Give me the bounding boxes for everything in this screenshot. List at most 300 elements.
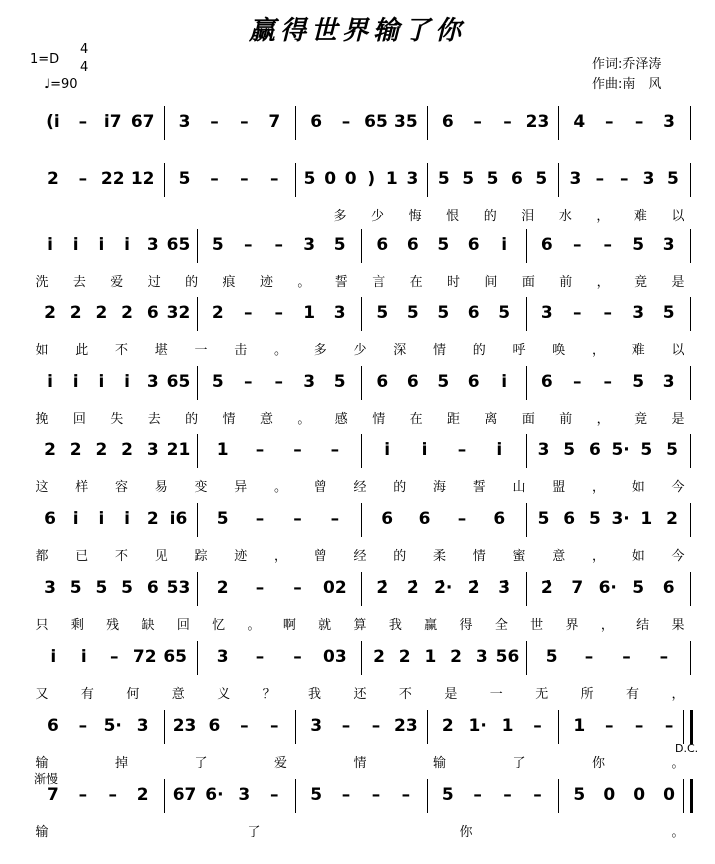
note: i̇ — [47, 235, 53, 255]
note: 3 — [642, 169, 655, 189]
lyric-char: 情 — [222, 412, 236, 427]
notation-line — [0, 293, 715, 333]
note: 2 — [441, 716, 454, 736]
lyric-char: 世 — [530, 618, 544, 633]
barline — [690, 572, 691, 606]
note: i̇ — [72, 509, 79, 529]
time-signature-top: 4 — [80, 42, 89, 57]
note: – — [274, 303, 283, 323]
lyric-char: 赢 — [424, 618, 438, 633]
note: 23 — [172, 716, 197, 736]
barline — [526, 229, 527, 263]
lyric-char: ， — [591, 480, 606, 495]
lyric-char: 深 — [393, 343, 407, 358]
lyric-char: 难 — [631, 343, 645, 358]
note: 2 — [44, 440, 56, 460]
note: 32 — [166, 303, 191, 323]
score-row — [0, 159, 715, 231]
note: – — [110, 647, 119, 667]
note: i̇ — [47, 372, 53, 392]
note: – — [533, 716, 542, 736]
barline — [690, 503, 691, 537]
note: 6 — [406, 235, 419, 255]
note: 6 — [208, 716, 221, 736]
note: 1 — [424, 647, 437, 667]
note: 2 — [666, 509, 678, 529]
barline — [558, 710, 559, 744]
note: – — [330, 440, 340, 460]
lyric-char: 意 — [259, 412, 273, 427]
note: 3 — [662, 372, 675, 392]
note: 65 — [163, 647, 188, 667]
lyric-char: 击 — [234, 343, 248, 358]
lyric-char: 不 — [114, 549, 129, 564]
note: 3 — [146, 372, 159, 392]
lyric-char: 柔 — [432, 549, 447, 564]
note: – — [293, 647, 302, 667]
lyric-char: 恨 — [446, 209, 460, 224]
note: 5 — [662, 303, 675, 323]
note: – — [78, 169, 88, 189]
note: 5· — [103, 716, 122, 736]
note: 2 — [121, 440, 134, 460]
note: 3 — [662, 235, 675, 255]
note: i̇ — [98, 235, 105, 255]
note: i̇ — [124, 509, 131, 529]
note: – — [255, 647, 265, 667]
note: – — [634, 716, 644, 736]
lyric-char: 输 — [432, 756, 447, 771]
note: 5 — [545, 647, 558, 667]
lyric-char: 洗 — [35, 275, 49, 290]
score-row — [0, 637, 715, 709]
lyric-char: 今 — [671, 480, 685, 495]
lyric-char: 在 — [409, 275, 423, 290]
lyric-char: 忆 — [212, 618, 226, 633]
key-signature: 1=D — [30, 52, 60, 67]
barline — [690, 297, 691, 331]
lyric-line — [0, 543, 715, 563]
note: 6 — [441, 112, 454, 132]
barline — [427, 779, 428, 813]
lyric-char: 我 — [388, 618, 402, 633]
lyric-char: 这 — [35, 480, 49, 495]
lyric-char: ， — [600, 618, 614, 633]
note: – — [603, 235, 612, 255]
note: 2̇ — [467, 578, 480, 598]
lyric-char: ？ — [262, 687, 276, 702]
lyric-char: 经 — [353, 480, 367, 495]
barline — [197, 366, 198, 400]
score-row — [0, 568, 715, 640]
notation-line — [0, 775, 715, 815]
lyric-char: 经 — [353, 549, 367, 564]
note: 6 — [493, 509, 506, 529]
barline — [295, 779, 296, 813]
note: 2 — [136, 785, 149, 805]
note: 2̇· — [434, 578, 453, 598]
lyric-char: 一 — [489, 687, 503, 702]
lyric-char: 过 — [147, 275, 161, 290]
lyric-char: 的 — [483, 209, 497, 224]
notation-line — [0, 568, 715, 608]
barline — [427, 106, 428, 140]
note: 1 — [640, 509, 653, 529]
lyric-char: 盟 — [552, 480, 566, 495]
lyric-char: 感 — [334, 412, 348, 427]
note: 5 — [211, 235, 224, 255]
note: 3 — [303, 235, 316, 255]
note: – — [293, 509, 302, 529]
note: – — [210, 112, 219, 132]
note: 2 — [95, 303, 108, 323]
barline — [427, 163, 428, 197]
lyric-char: 一 — [194, 343, 208, 358]
note: 5 — [437, 372, 450, 392]
lyric-line — [0, 406, 715, 426]
barline — [295, 106, 296, 140]
lyric-char: 界 — [565, 618, 579, 633]
note: – — [270, 169, 279, 189]
barline — [690, 641, 691, 675]
barline — [690, 434, 691, 468]
note: – — [634, 112, 644, 132]
lyric-char: 还 — [353, 687, 367, 702]
note: 0 — [663, 785, 675, 805]
lyric-char: 的 — [185, 412, 199, 427]
note: (i̇ — [46, 112, 60, 132]
lyric-char: 间 — [484, 275, 498, 290]
barline — [690, 229, 691, 263]
note: 2 — [44, 303, 56, 323]
lyric-char: 海 — [432, 480, 447, 495]
barline — [526, 434, 527, 468]
barline — [164, 710, 165, 744]
song-title: 赢得世界输了你 — [248, 16, 466, 46]
note: 23 — [525, 112, 550, 132]
note: 5 — [333, 372, 346, 392]
lyric-char: 在 — [409, 412, 423, 427]
lyric-char: 的 — [185, 275, 199, 290]
barline — [197, 641, 198, 675]
barline — [526, 503, 527, 537]
note: – — [78, 785, 88, 805]
note: 5 — [632, 235, 645, 255]
lyric-char: 多 — [333, 209, 347, 224]
note: 1 — [216, 440, 229, 460]
note: i̇ — [496, 440, 503, 460]
note: 5 — [406, 303, 419, 323]
note: 22 — [100, 169, 125, 189]
note: 5 — [376, 303, 389, 323]
lyric-char: 剩 — [70, 618, 84, 633]
note: – — [604, 716, 614, 736]
note: 0 — [633, 785, 646, 805]
lyric-char: 异 — [234, 480, 248, 495]
barline — [295, 710, 296, 744]
note: 5 — [537, 509, 550, 529]
lyric-char: 就 — [318, 618, 332, 633]
note: 65 — [364, 112, 388, 132]
note: 5 — [211, 372, 224, 392]
note: 6 — [146, 303, 159, 323]
note: – — [255, 578, 265, 598]
note: 5 — [563, 440, 576, 460]
note: i̇ — [80, 647, 87, 667]
note: 6 — [310, 112, 323, 132]
note: – — [664, 716, 674, 736]
note: 6 — [146, 578, 159, 598]
lyric-char: 离 — [484, 412, 498, 427]
score-row — [0, 362, 715, 434]
note: 6 — [540, 372, 553, 392]
note: 5 — [441, 785, 454, 805]
lyric-line — [0, 750, 715, 770]
note: 12 — [130, 169, 155, 189]
note: i̇ — [384, 440, 391, 460]
lyric-char: 有 — [626, 687, 640, 702]
lyric-char: 曾 — [313, 549, 327, 564]
note: 5 — [216, 509, 229, 529]
composer-credit: 作曲:南 风 — [592, 77, 662, 92]
lyric-char: 。 — [671, 756, 685, 771]
note: 2̇ — [376, 578, 389, 598]
lyric-char: 意 — [552, 549, 566, 564]
lyric-char: 堪 — [154, 343, 168, 358]
note: 5 — [588, 509, 601, 529]
note: 65 — [166, 372, 191, 392]
note: i̇ — [72, 235, 79, 255]
note: 2 — [47, 169, 59, 189]
barline — [690, 366, 691, 400]
lyric-char: 山 — [512, 480, 526, 495]
note: 3 — [216, 647, 229, 667]
lyric-char: 回 — [176, 618, 190, 633]
note: 2 — [69, 440, 82, 460]
note: 2 — [211, 303, 224, 323]
note: 5 — [69, 578, 82, 598]
note: 3 — [146, 440, 159, 460]
lyric-char: 输 — [35, 825, 49, 840]
note: – — [533, 785, 542, 805]
lyric-char: 。 — [273, 343, 288, 358]
note: 53 — [166, 578, 191, 598]
note: 3 — [44, 578, 56, 598]
lyric-char: 不 — [114, 343, 129, 358]
note: 35 — [394, 112, 418, 132]
lyric-char: 何 — [126, 687, 140, 702]
note: 3 — [537, 440, 550, 460]
note: 23 — [394, 716, 418, 736]
note: – — [244, 303, 253, 323]
barline — [361, 366, 362, 400]
note: 3 — [310, 716, 323, 736]
barline — [164, 779, 165, 813]
note: 1 — [303, 303, 316, 323]
note: 6· — [598, 578, 617, 598]
barline — [427, 710, 428, 744]
lyric-char: 啊 — [282, 618, 296, 633]
note: 3̇ — [498, 578, 511, 598]
note: – — [240, 716, 249, 736]
lyric-line — [0, 681, 715, 701]
lyric-char: 竟 — [634, 275, 648, 290]
note: – — [573, 372, 582, 392]
barline — [690, 106, 691, 140]
lyric-char: 你 — [459, 825, 473, 840]
note: 5 — [95, 578, 108, 598]
note: – — [622, 647, 631, 667]
note: 5· — [611, 440, 630, 460]
lyric-char: 言 — [372, 275, 386, 290]
note: – — [274, 235, 283, 255]
lyric-char: 算 — [353, 618, 367, 633]
lyric-char: 呼 — [512, 343, 526, 358]
note: 7 — [268, 112, 281, 132]
note: 3 — [146, 235, 159, 255]
lyric-char: 义 — [217, 687, 231, 702]
note: – — [341, 112, 351, 132]
note: 5 — [310, 785, 323, 805]
score-row — [0, 293, 715, 365]
note: i̇ — [98, 509, 105, 529]
note: – — [255, 509, 265, 529]
lyric-char: 得 — [459, 618, 473, 633]
note: – — [255, 440, 265, 460]
lyric-char: 如 — [631, 549, 645, 564]
note: – — [619, 169, 629, 189]
lyric-char: ， — [596, 275, 610, 290]
note: 5 — [437, 235, 450, 255]
note: – — [595, 169, 605, 189]
note: 6 — [376, 372, 389, 392]
lyric-char: 爱 — [110, 275, 124, 290]
lyric-char: 以 — [671, 209, 685, 224]
note: – — [371, 716, 381, 736]
lyric-char: 是 — [671, 275, 685, 290]
lyric-char: 去 — [147, 412, 161, 427]
note: – — [604, 112, 614, 132]
note: 3 — [333, 303, 346, 323]
note: 2̇ — [540, 578, 553, 598]
lyric-char: 变 — [194, 480, 208, 495]
lyric-char: 无 — [535, 687, 549, 702]
lyric-char: 不 — [398, 687, 412, 702]
lyric-char: 我 — [308, 687, 322, 702]
note: i̇ — [501, 372, 508, 392]
barline — [558, 779, 559, 813]
lyric-char: ， — [596, 209, 610, 224]
lyric-char: ， — [671, 687, 685, 702]
note: 2 — [373, 647, 385, 667]
lyric-char: 悔 — [408, 209, 422, 224]
note: – — [584, 647, 594, 667]
lyric-char: 。 — [273, 480, 288, 495]
notation-line — [0, 499, 715, 539]
lyric-char: 所 — [580, 687, 594, 702]
notation-line — [0, 637, 715, 677]
note: – — [659, 647, 669, 667]
lyric-char: 的 — [393, 480, 407, 495]
notation-line — [0, 430, 715, 470]
note: 0 — [344, 169, 357, 189]
note: 7 — [47, 785, 59, 805]
note: – — [573, 303, 582, 323]
barline — [197, 229, 198, 263]
lyricist-credit: 作词:乔泽涛 — [592, 57, 662, 72]
lyric-char: 情 — [372, 412, 386, 427]
lyric-char: 结 — [636, 618, 650, 633]
note: 03 — [322, 647, 347, 667]
note: – — [341, 785, 351, 805]
note: 6 — [467, 235, 480, 255]
barline — [558, 106, 559, 140]
note: 2 — [69, 303, 82, 323]
lyric-char: 泪 — [521, 209, 535, 224]
lyric-line — [0, 269, 715, 289]
lyric-char: 的 — [393, 549, 407, 564]
lyric-char: 容 — [114, 480, 129, 495]
note: 6 — [44, 509, 56, 529]
barline — [361, 641, 362, 675]
lyric-char: 距 — [447, 412, 461, 427]
note: – — [210, 169, 219, 189]
lyric-char: 去 — [72, 275, 86, 290]
barline — [361, 503, 362, 537]
lyric-char: 曾 — [313, 480, 327, 495]
score-row — [0, 706, 715, 778]
note: 2 — [450, 647, 463, 667]
note: 1· — [468, 716, 487, 736]
note: 5 — [666, 440, 678, 460]
lyric-line — [0, 474, 715, 494]
lyric-char: 挽 — [35, 412, 49, 427]
note: 1 — [573, 716, 586, 736]
note: 0 — [324, 169, 337, 189]
note: 6 — [47, 716, 59, 736]
barline — [361, 229, 362, 263]
note: ) — [367, 169, 376, 189]
lyric-char: 了 — [247, 825, 261, 840]
lyric-char: 情 — [353, 756, 367, 771]
lyric-line — [0, 337, 715, 357]
note: – — [457, 440, 467, 460]
note: 2 — [146, 509, 159, 529]
time-signature-bottom: 4 — [80, 60, 89, 75]
lyric-char: 只 — [35, 618, 49, 633]
barline — [526, 572, 527, 606]
lyric-char: 时 — [447, 275, 461, 290]
note: 6 — [467, 303, 480, 323]
lyric-char: 情 — [432, 343, 447, 358]
note: i̇ — [501, 235, 508, 255]
barline — [526, 366, 527, 400]
note: 5 — [437, 169, 450, 189]
lyric-char: 痕 — [222, 275, 236, 290]
lyric-char: 蜜 — [512, 549, 526, 564]
note: i̇ — [50, 647, 57, 667]
lyric-char: 前 — [559, 275, 573, 290]
note: 0 — [603, 785, 616, 805]
lyric-char: 少 — [353, 343, 367, 358]
lyric-char: 如 — [631, 480, 645, 495]
lyric-char: 迹 — [234, 549, 248, 564]
note: 2 — [95, 440, 108, 460]
lyric-char: 以 — [671, 343, 685, 358]
barline — [361, 434, 362, 468]
note: i̇ — [124, 235, 131, 255]
note: 5 — [573, 785, 586, 805]
